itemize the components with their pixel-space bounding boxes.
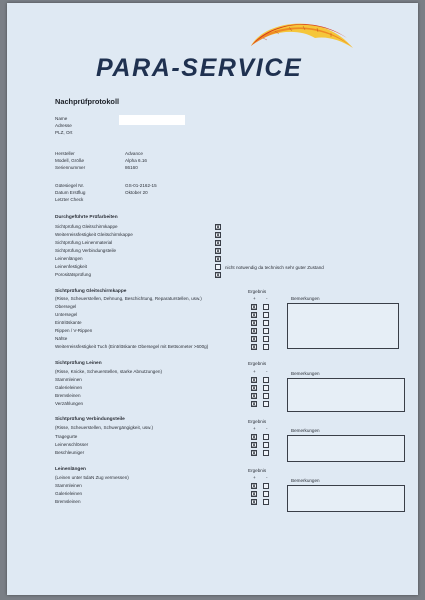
plus-box[interactable]: X — [252, 435, 256, 441]
minus-box[interactable] — [263, 401, 269, 407]
label-seal-number: Gütesiegel Nr. — [55, 183, 85, 188]
value-model: Alpha 6.16 — [125, 158, 147, 163]
remarks-label: Bemerkungen — [291, 478, 320, 483]
plus-box[interactable]: X — [252, 386, 256, 392]
result-label: Ergebnis — [248, 468, 267, 473]
remarks-box[interactable] — [287, 435, 405, 462]
row-label: Verzählungen — [55, 401, 84, 406]
plus-box[interactable]: X — [252, 402, 256, 408]
check-item: Sichtprüfung Leinenmaterial — [55, 240, 113, 245]
check-note: nicht notwendig da technisch sehr guter Zustand — [225, 265, 324, 270]
remarks-box[interactable] — [287, 378, 405, 412]
minus-box[interactable] — [263, 491, 269, 497]
minus-label: - — [266, 296, 268, 301]
value-manufacturer: Advance — [125, 151, 143, 156]
check-box[interactable]: X — [216, 241, 220, 247]
row-label: Galerieleinen — [55, 385, 83, 390]
minus-box[interactable] — [263, 320, 269, 326]
result-label: Ergebnis — [248, 361, 267, 366]
plus-box[interactable]: X — [252, 394, 256, 400]
check-item: Porositätsprüfung — [55, 272, 92, 277]
plus-label: + — [253, 426, 256, 431]
check-box[interactable]: X — [216, 225, 220, 231]
checks-heading: Durchgeführte Prüfarbeiten — [55, 215, 118, 220]
label-zip-city: PLZ, Ort — [55, 130, 73, 135]
minus-box[interactable] — [263, 499, 269, 505]
check-item: Weiterreissfestigkeit Gleitschirmkappe — [55, 232, 133, 237]
redacted-name — [119, 115, 185, 125]
label-address: Adresse — [55, 123, 72, 128]
section-title: Sichtprüfung Gleitschirmkappe — [55, 289, 127, 294]
check-box[interactable]: X — [216, 257, 220, 263]
plus-box[interactable]: X — [252, 378, 256, 384]
minus-label: - — [266, 426, 268, 431]
row-label: Tragegurte — [55, 434, 78, 439]
label-first-flight: Datum Erstflug — [55, 190, 86, 195]
check-item: Sichtprüfung Gleitschirmkappe — [55, 224, 118, 229]
minus-box[interactable] — [263, 312, 269, 318]
section-title: Sichtprüfung Leinen — [55, 361, 102, 366]
minus-box[interactable] — [263, 304, 269, 310]
minus-box[interactable] — [263, 385, 269, 391]
row-label: Bremsleinen — [55, 499, 81, 504]
plus-box[interactable]: X — [252, 337, 256, 343]
label-model: Modell, Größe — [55, 158, 85, 163]
plus-box[interactable]: X — [252, 500, 256, 506]
section-subtitle: (Leinen unter 5daN Zug vermessen) — [55, 475, 129, 480]
row-label: Galerieleinen — [55, 491, 83, 496]
check-box[interactable] — [215, 264, 221, 270]
row-label: Stammleinen — [55, 483, 82, 488]
label-serial: Seriennummer — [55, 165, 86, 170]
section-title: Sichtprüfung Verbindungsteile — [55, 417, 125, 422]
section-subtitle: (Risse, Scheuerstellen, Schwergängigkeit, usw.) — [55, 425, 154, 430]
minus-box[interactable] — [263, 450, 269, 456]
section-title: Leinenlängen — [55, 467, 86, 472]
minus-box[interactable] — [263, 393, 269, 399]
remarks-label: Bemerkungen — [291, 371, 320, 376]
check-box[interactable]: X — [216, 249, 220, 255]
minus-box[interactable] — [263, 434, 269, 440]
row-label: Weiterreissfestigkeit Tuch (Eintrittskante Obersegel mit Bettsometer >600g) — [55, 344, 209, 349]
plus-box[interactable]: X — [252, 443, 256, 449]
plus-box[interactable]: X — [252, 313, 256, 319]
check-box[interactable]: X — [216, 273, 220, 279]
result-label: Ergebnis — [248, 419, 267, 424]
minus-box[interactable] — [263, 377, 269, 383]
minus-label: - — [266, 475, 268, 480]
result-label: Ergebnis — [248, 289, 267, 294]
minus-label: - — [266, 369, 268, 374]
check-box[interactable]: X — [216, 233, 220, 239]
plus-box[interactable]: X — [252, 484, 256, 490]
plus-box[interactable]: X — [252, 321, 256, 327]
row-label: Stammleinen — [55, 377, 82, 382]
row-label: Nähte — [55, 336, 68, 341]
check-item: Sichtprüfung Verbindungsteile — [55, 248, 117, 253]
minus-box[interactable] — [263, 328, 269, 334]
label-last-check: Letzter Check — [55, 197, 84, 202]
check-item: Leinenfestigkeit — [55, 264, 87, 269]
plus-label: + — [253, 296, 256, 301]
value-seal-number: GS-01-2162-15 — [125, 183, 157, 188]
check-item: Leinenlängen — [55, 256, 83, 261]
row-label: Obersegel — [55, 304, 77, 309]
remarks-box[interactable] — [287, 485, 405, 512]
minus-box[interactable] — [263, 483, 269, 489]
plus-label: + — [253, 475, 256, 480]
minus-box[interactable] — [263, 336, 269, 342]
row-label: Rippen / V-Rippen — [55, 328, 93, 333]
plus-box[interactable]: X — [252, 305, 256, 311]
row-label: Leinenschlösser — [55, 442, 89, 447]
value-serial: 86160 — [125, 165, 138, 170]
protocol-sheet — [7, 3, 418, 595]
section-subtitle: (Risse, Knicke, Scheuerstellen, starke Abnutzungen) — [55, 369, 162, 374]
plus-box[interactable]: X — [252, 329, 256, 335]
row-label: Eintrittskante — [55, 320, 82, 325]
plus-box[interactable]: X — [252, 451, 256, 457]
brand-logo-text: PARA-SERVICE — [96, 54, 303, 82]
row-label: Untersegel — [55, 312, 78, 317]
plus-box[interactable]: X — [252, 492, 256, 498]
section-subtitle: (Risse, Scheuerstellen, Dehnung, Beschichtung, Reparaturstellen, usw.) — [55, 296, 202, 301]
minus-box[interactable] — [263, 442, 269, 448]
label-name: Name — [55, 116, 68, 121]
remarks-label: Bemerkungen — [291, 428, 320, 433]
plus-label: + — [253, 369, 256, 374]
page-title: Nachprüfprotokoll — [55, 97, 120, 106]
row-label: Beschleuniger — [55, 450, 85, 455]
label-manufacturer: Hersteller — [55, 151, 75, 156]
remarks-label: Bemerkungen — [291, 296, 320, 301]
row-label: Bremsleinen — [55, 393, 81, 398]
remarks-box[interactable] — [287, 303, 399, 349]
value-first-flight: Oktober 20 — [125, 190, 148, 195]
plus-box[interactable]: X — [252, 345, 256, 351]
paraglider-wing-logo — [249, 16, 357, 56]
minus-box[interactable] — [263, 344, 269, 350]
